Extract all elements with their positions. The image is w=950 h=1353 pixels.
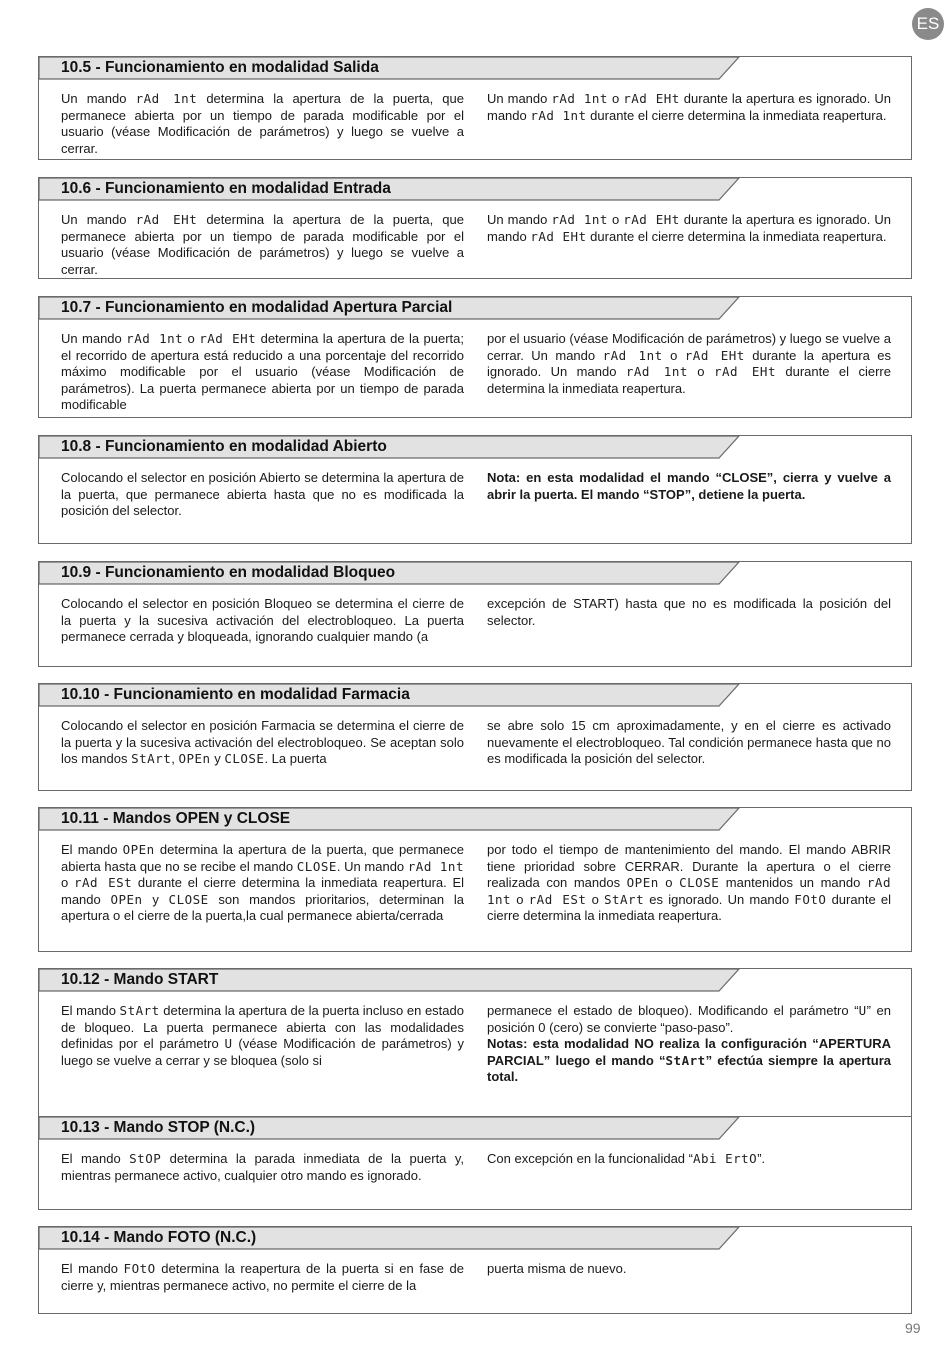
section-header [39, 684, 739, 706]
text-run: o [658, 875, 680, 891]
text-run: y [142, 891, 169, 907]
text-run: y [210, 751, 225, 767]
text-run: determina la apertura de la puerta; el recorrido de apertura está reducido a una porcentaje del recorrido máximo modificable por el usuario (véase Modificación de parámetros). La puerta permanece abierta por un tiempo de parada modificable [61, 331, 464, 413]
text-run: mantenidos un mando [719, 875, 867, 891]
section-header [39, 57, 739, 79]
text-run: es ignorado. Un mando [644, 891, 795, 907]
section-text-left [61, 331, 464, 414]
text-run: Un mando [487, 91, 552, 106]
text-run: o [511, 891, 529, 907]
language-badge: ES [912, 8, 944, 40]
text-run: por el usuario (véase Modificación de parámetros) y luego se vuelve a cerrar. Un mando [487, 331, 891, 363]
section-box [38, 807, 912, 952]
display-code: StArt [119, 1003, 160, 1018]
text-run: durante el cierre determina la inmediata reapertura. [586, 228, 887, 244]
section-text-left [61, 212, 464, 278]
section-text-left [61, 1151, 464, 1184]
text-run: durante el cierre determina la inmediata reapertura. [487, 891, 891, 924]
text-run: El mando [61, 1261, 124, 1276]
section-text-left [61, 842, 464, 925]
display-code: rAd 1nt [126, 331, 184, 346]
section-title: 10.12 - Mando START [61, 971, 219, 988]
section-box [38, 1116, 912, 1210]
section-title: 10.6 - Funcionamiento en modalidad Entrada [61, 180, 391, 197]
display-code: StArt [131, 751, 172, 767]
section-header [39, 178, 739, 200]
text-run: o [607, 91, 624, 106]
text-run: Nota: en esta modalidad el mando “CLOSE”, cierra y vuelve a abrir la puerta. El mando “STOP”, detiene la puerta. [487, 470, 891, 502]
section-box [38, 435, 912, 544]
display-code: FOtO [794, 891, 827, 907]
display-code: CLOSE [296, 858, 337, 874]
section-box [38, 561, 912, 667]
text-run: determina la apertura de la puerta incluso en estado de bloqueo. La puerta permanece abierta con las modalidades definidas por el parámetro [61, 1003, 464, 1052]
display-code: rAd 1nt [135, 91, 198, 106]
text-run: Un mando [61, 212, 136, 227]
text-run: se abre solo 15 cm aproximadamente, y en el cierre es activado nuevamente el electrobloqueo. Tal condición permanece hasta que no es modificada la posición del selector. [487, 718, 891, 767]
display-code: CLOSE [679, 875, 720, 891]
text-run: o [183, 331, 200, 346]
section-title: 10.13 - Mando STOP (N.C.) [61, 1119, 256, 1136]
display-code: U [224, 1036, 233, 1052]
section-text-right [487, 718, 891, 768]
text-run: El mando [61, 842, 123, 857]
display-code: OPEn [122, 842, 155, 857]
text-run: Con excepción en la funcionalidad “ [487, 1151, 693, 1166]
section-box [38, 296, 912, 418]
text-run: determina la apertura de la puerta, que permanece abierta por un tiempo de parada modificable por el usuario (véase Modificación de parámetros) y luego se vuelve a cerrar. [61, 212, 464, 277]
text-run: o [61, 875, 74, 891]
text-run: Un mando [61, 91, 136, 106]
section-text-right [487, 1003, 891, 1086]
text-run: Colocando el selector en posición Bloqueo se determina el cierre de la puerta y la sucesiva activación del electrobloqueo. La puerta permanece cerrada y bloqueada, ignorando cualquier mando (a [61, 596, 464, 645]
text-run: o [607, 212, 624, 227]
section-text-left [61, 91, 464, 157]
text-run: durante la apertura es ignorado. Un mando [487, 91, 891, 123]
section-text-right [487, 842, 891, 925]
text-run: durante el cierre determina la inmediata reapertura. El mando [61, 875, 464, 907]
display-code: rAd EHt [713, 364, 776, 380]
display-code: rAd 1nt [625, 364, 688, 380]
text-run: . La puerta [264, 751, 327, 767]
text-run: Un mando [61, 331, 127, 346]
text-run: determina la parada inmediata de la puerta y, mientras permanece activo, cualquier otro mando es ignorado. [61, 1151, 464, 1183]
text-run: o [586, 891, 604, 907]
text-run: determina la apertura de la puerta, que permanece abierta hasta que no se recibe el mando [61, 842, 464, 874]
section-box [38, 177, 912, 279]
section-title: 10.8 - Funcionamiento en modalidad Abierto [61, 438, 387, 455]
text-run: , [171, 751, 179, 767]
section-text-right [487, 596, 891, 629]
section-box [38, 968, 912, 1126]
display-code: rAd EHt [199, 331, 257, 346]
display-code: rAd ESt [528, 891, 587, 907]
display-code: StArt [665, 1052, 706, 1068]
display-code: rAd 1nt [551, 91, 608, 106]
section-header [39, 808, 739, 830]
section-text-left [61, 470, 464, 520]
text-run: ” en posición 0 (cero) se convierte “paso-paso”. [487, 1003, 891, 1035]
section-header [39, 1227, 739, 1249]
text-run: (véase Modificación de parámetros) y luego se vuelve a cerrar y se bloquea (solo si [61, 1036, 464, 1068]
display-code: rAd EHt [623, 212, 680, 227]
section-text-right [487, 1261, 891, 1278]
section-title: 10.9 - Funcionamiento en modalidad Bloqueo [61, 564, 396, 581]
section-title: 10.11 - Mandos OPEN y CLOSE [61, 810, 291, 827]
section-text-left [61, 596, 464, 646]
display-code: rAd EHt [623, 91, 680, 106]
display-code: rAd 1nt [530, 107, 587, 123]
display-code: StOP [129, 1151, 162, 1166]
text-run: puerta misma de nuevo. [487, 1261, 627, 1276]
display-code: rAd EHt [135, 212, 198, 227]
text-run: ”. [757, 1151, 766, 1166]
text-run: durante el cierre determina la inmediata reapertura. [487, 364, 891, 396]
text-run: . Un mando [336, 858, 408, 874]
display-code: FOtO [123, 1261, 156, 1276]
display-code: OPEn [626, 875, 659, 891]
text-run: o [687, 364, 714, 380]
section-header [39, 436, 739, 458]
display-code: CLOSE [168, 891, 209, 907]
display-code: CLOSE [224, 751, 265, 767]
display-code: rAd 1nt [487, 875, 891, 907]
display-code: StArt [603, 891, 645, 907]
text-run: Colocando el selector en posición Abierto se determina la apertura de la puerta, que permanece abierta hasta que no es modificada la posición del selector. [61, 470, 464, 519]
display-code: rAd ESt [73, 875, 133, 891]
display-code: rAd 1nt [407, 858, 464, 874]
section-header [39, 969, 739, 991]
section-title: 10.5 - Funcionamiento en modalidad Salida [61, 59, 379, 76]
section-box [38, 1226, 912, 1314]
text-run: excepción de START) hasta que no es modificada la posición del selector. [487, 596, 891, 628]
display-code: rAd EHt [530, 228, 587, 244]
text-run: determina la reapertura de la puerta si en fase de cierre y, mientras permanece activo, no permite el cierre de la [61, 1261, 464, 1293]
display-code: rAd 1nt [602, 347, 663, 363]
section-text-right [487, 470, 891, 503]
section-text-left [61, 1261, 464, 1294]
text-run: determina la apertura de la puerta, que permanece abierta por un tiempo de parada modificable por el usuario (véase Modificación de parámetros) y luego se vuelve a cerrar. [61, 91, 464, 156]
display-code: rAd 1nt [551, 212, 608, 227]
display-code: Abi ErtO [692, 1151, 758, 1166]
section-text-right [487, 91, 891, 124]
section-box [38, 56, 912, 160]
text-run: durante la apertura es ignorado. Un mando [487, 347, 891, 380]
text-run: son mandos prioritarios, determinan la apertura o el cierre de la puerta,la cual permanece abierta/cerrada [61, 891, 464, 924]
section-header [39, 1117, 739, 1139]
section-title: 10.7 - Funcionamiento en modalidad Apertura Parcial [61, 299, 453, 316]
page-number: 99 [905, 1320, 921, 1336]
display-code: rAd EHt [684, 347, 745, 363]
section-box [38, 683, 912, 791]
text-run: durante el cierre determina la inmediata reapertura. [586, 107, 887, 123]
section-header [39, 562, 739, 584]
section-text-right [487, 212, 891, 245]
section-text-right [487, 1151, 891, 1168]
text-run: Notas: esta modalidad NO realiza la configuración “APERTURA PARCIAL” luego el mando “ [487, 1036, 891, 1068]
text-run: o [662, 347, 685, 363]
section-text-left [61, 718, 464, 768]
section-text-right [487, 331, 891, 397]
text-run: permanece el estado de bloqueo). Modificando el parámetro “ [487, 1003, 859, 1018]
text-run: ” efectúa siempre la apertura total. [487, 1052, 891, 1085]
text-run: por todo el tiempo de mantenimiento del mando. El mando ABRIR tiene prioridad sobre CERRAR. Durante la apertura o el cierre realizada con mandos [487, 842, 891, 891]
text-run: durante la apertura es ignorado. Un mando [487, 212, 891, 244]
text-run: El mando [61, 1151, 130, 1166]
display-code: U [858, 1003, 867, 1018]
section-title: 10.14 - Mando FOTO (N.C.) [61, 1229, 257, 1246]
display-code: OPEn [178, 751, 211, 767]
section-title: 10.10 - Funcionamiento en modalidad Farmacia [61, 686, 410, 703]
display-code: OPEn [110, 891, 143, 907]
section-text-left [61, 1003, 464, 1069]
text-run: Un mando [487, 212, 552, 227]
section-header [39, 297, 739, 319]
text-run: El mando [61, 1003, 120, 1018]
text-run: Colocando el selector en posición Farmacia se determina el cierre de la puerta y la sucesiva activación del electrobloqueo. Se aceptan solo los mandos [61, 718, 464, 767]
